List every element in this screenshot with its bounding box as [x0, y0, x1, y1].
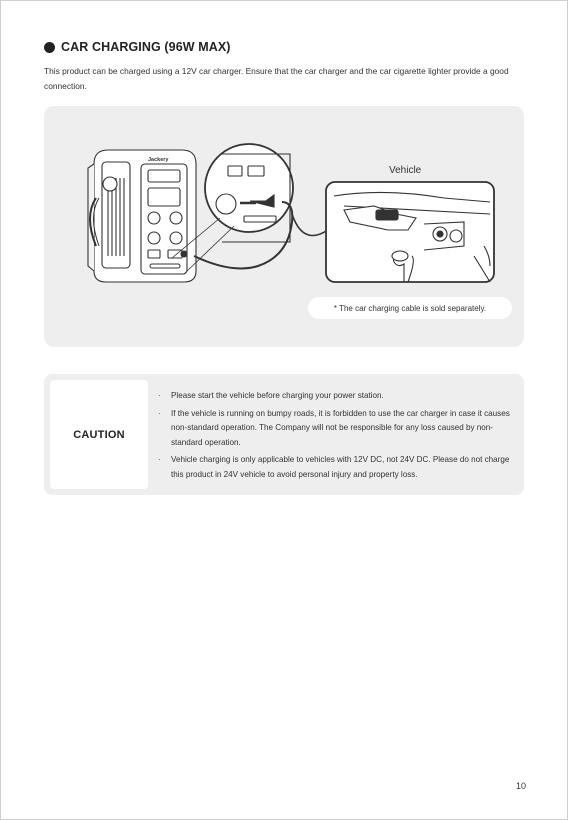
vehicle-label: Vehicle — [389, 165, 422, 176]
list-item — [158, 453, 516, 482]
bullet-mark: · — [158, 391, 161, 400]
section-heading — [44, 40, 231, 54]
caution-list — [158, 389, 516, 486]
page-number: 10 — [516, 781, 527, 791]
list-item — [158, 389, 516, 404]
bullet-mark: · — [158, 408, 161, 418]
device-brand-text: Jackery — [148, 157, 169, 163]
heading-bullet-icon — [44, 42, 55, 53]
zoom-detail-illustration — [205, 144, 293, 242]
power-station-illustration — [88, 150, 196, 282]
intro-paragraph: This product can be charged using a 12V car charger. Ensure that the car charger and the car cigarette lighter provide a good connection. — [44, 66, 509, 91]
list-item — [158, 407, 516, 451]
cable-note: * The car charging cable is sold separately. — [308, 297, 512, 319]
caution-panel — [44, 374, 524, 495]
caution-item-text: Please start the vehicle before charging your power station. — [171, 391, 384, 400]
caution-title: CAUTION — [73, 428, 125, 441]
caution-item-text: Vehicle charging is only applicable to vehicles with 12V DC, not 24V DC. Please do not charge this product in 24V vehicle to avoid personal injury and property loss. — [171, 455, 510, 479]
illustration-panel — [44, 106, 524, 347]
bullet-mark: · — [158, 455, 161, 465]
vehicle-socket-illustration — [326, 182, 494, 282]
caution-label-box — [50, 380, 148, 489]
heading-text: CAR CHARGING (96W MAX) — [61, 40, 231, 54]
caution-item-text: If the vehicle is running on bumpy roads, it is forbidden to use the car charger in case it causes non-standard operation. The Company will not be responsible for any loss caused by non-standard operation. — [171, 408, 510, 447]
